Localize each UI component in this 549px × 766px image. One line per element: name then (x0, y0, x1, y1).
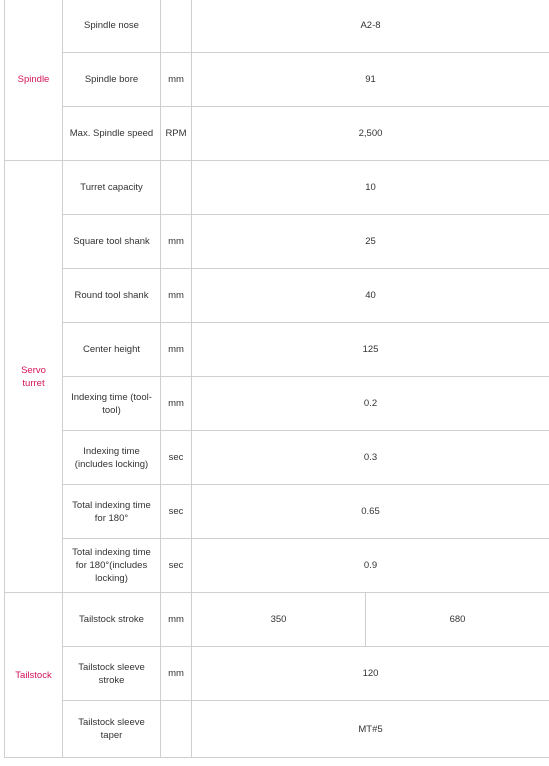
spec-value: 0.3 (192, 431, 549, 485)
table-row (5, 593, 549, 647)
spec-unit: mm (161, 647, 192, 701)
spec-value-1: 350 (192, 593, 366, 647)
spec-unit: sec (161, 539, 192, 593)
group-label-tailstock: Tailstock (5, 593, 63, 758)
table-row (5, 647, 549, 701)
table-row (5, 161, 549, 215)
table-row (5, 701, 549, 758)
spec-label: Indexing time (includes locking) (63, 431, 161, 485)
spec-unit: RPM (161, 107, 192, 161)
spec-table (4, 0, 549, 758)
spec-unit: mm (161, 53, 192, 107)
table-row (5, 485, 549, 539)
spec-label: Round tool shank (63, 269, 161, 323)
spec-label: Tailstock sleeve stroke (63, 647, 161, 701)
spec-label: Max. Spindle speed (63, 107, 161, 161)
group-label-spindle: Spindle (5, 0, 63, 161)
spec-label: Tailstock stroke (63, 593, 161, 647)
spec-value-2: 680 (366, 593, 549, 647)
spec-value: 0.65 (192, 485, 549, 539)
spec-label: Indexing time (tool-tool) (63, 377, 161, 431)
spec-value: 91 (192, 53, 549, 107)
spec-value: 0.9 (192, 539, 549, 593)
spec-unit (161, 0, 192, 53)
spec-label: Turret capacity (63, 161, 161, 215)
spec-unit: sec (161, 431, 192, 485)
spec-unit: mm (161, 323, 192, 377)
spec-unit (161, 701, 192, 758)
table-row (5, 53, 549, 107)
table-row (5, 431, 549, 485)
spec-value: 40 (192, 269, 549, 323)
table-row (5, 107, 549, 161)
spec-value: 0.2 (192, 377, 549, 431)
spec-unit (161, 161, 192, 215)
table-row (5, 377, 549, 431)
spec-unit: mm (161, 377, 192, 431)
spec-value: A2-8 (192, 0, 549, 53)
table-row (5, 0, 549, 53)
spec-value: MT#5 (192, 701, 549, 758)
spec-label: Spindle bore (63, 53, 161, 107)
spec-unit: mm (161, 215, 192, 269)
spec-unit: sec (161, 485, 192, 539)
table-row (5, 269, 549, 323)
spec-label: Center height (63, 323, 161, 377)
spec-label: Total indexing time for 180°(includes locking) (63, 539, 161, 593)
spec-label: Spindle nose (63, 0, 161, 53)
spec-value: 10 (192, 161, 549, 215)
spec-unit: mm (161, 269, 192, 323)
table-row (5, 539, 549, 593)
table-row (5, 323, 549, 377)
spec-value: 125 (192, 323, 549, 377)
spec-value: 120 (192, 647, 549, 701)
spec-label: Tailstock sleeve taper (63, 701, 161, 758)
spec-label: Square tool shank (63, 215, 161, 269)
group-label-servo-turret: Servo turret (5, 161, 63, 593)
spec-value: 25 (192, 215, 549, 269)
spec-value: 2,500 (192, 107, 549, 161)
table-row (5, 215, 549, 269)
spec-unit: mm (161, 593, 192, 647)
spec-label: Total indexing time for 180° (63, 485, 161, 539)
